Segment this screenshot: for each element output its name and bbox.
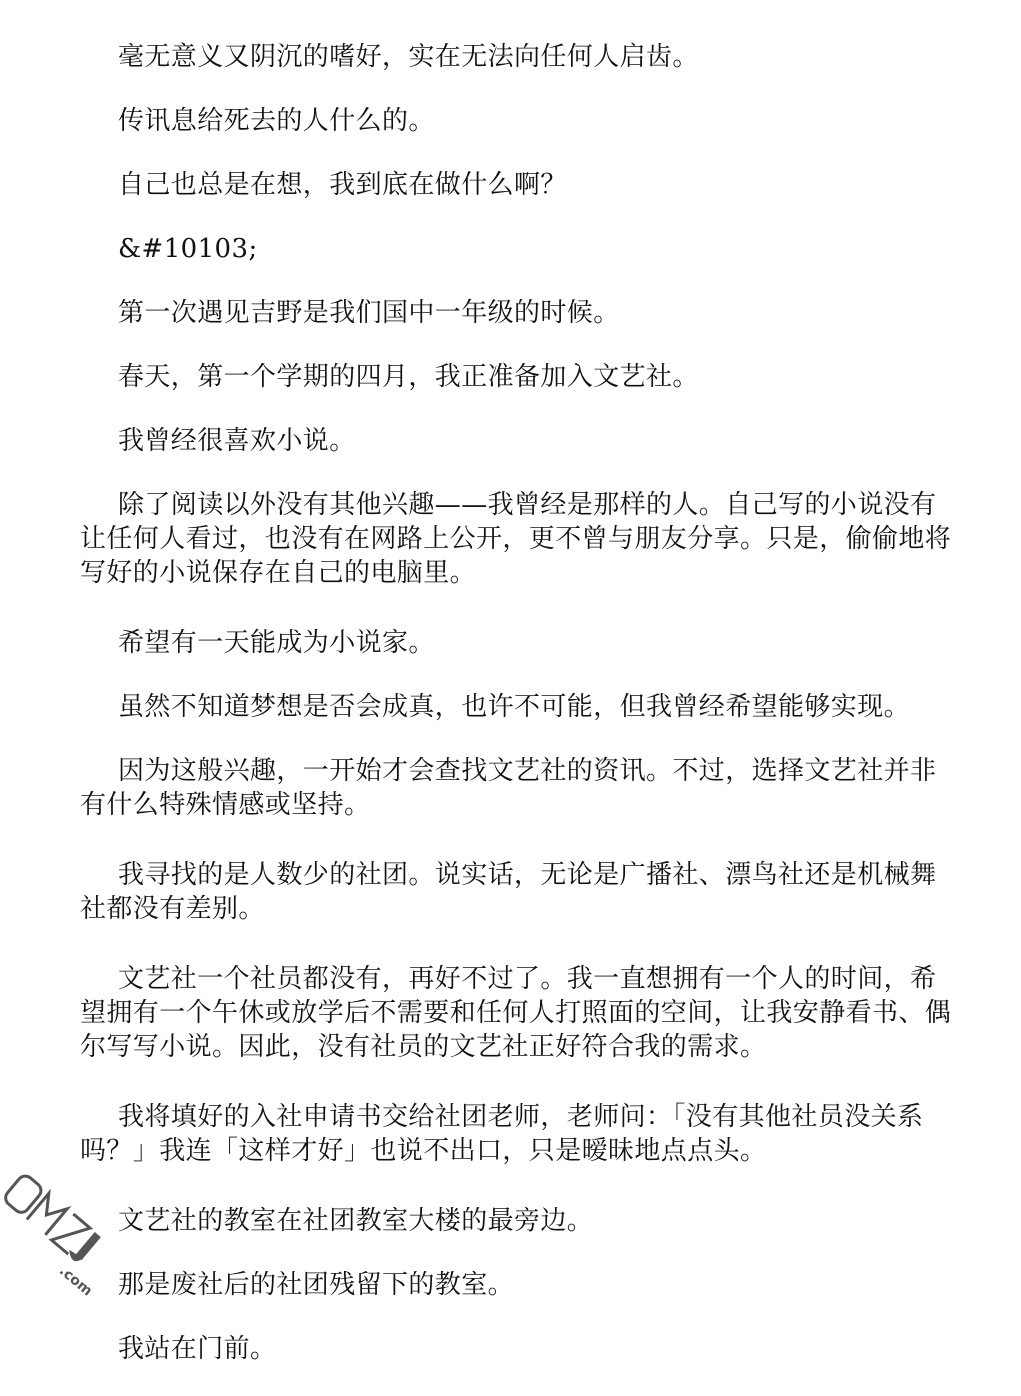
- paragraph-7: 我曾经很喜欢小说。: [118, 426, 356, 456]
- document-body: [80, 40, 952, 1396]
- paragraph-1: 毫无意义又阴沉的嗜好，实在无法向任何人启齿。: [118, 42, 699, 72]
- paragraph-13: 文艺社一个社员都没有，再好不过了。我一直想拥有一个人的时间，希望拥有一个午休或放学后不需要和任何人打照面的空间，让我安静看书、偶尔写写小说。因此，没有社员的文艺社正好符合我的需求。: [80, 964, 952, 1062]
- paragraph-12: 我寻找的是人数少的社团。说实话，无论是广播社、漂鸟社还是机械舞社都没有差别。: [80, 860, 937, 924]
- paragraph-17: 我站在门前。: [118, 1334, 277, 1364]
- paragraph-3: 自己也总是在想，我到底在做什么啊？: [118, 170, 567, 200]
- paragraph-5: 第一次遇见吉野是我们国中一年级的时候。: [118, 298, 620, 328]
- paragraph-2: 传讯息给死去的人什么的。: [118, 106, 435, 136]
- paragraph-10: 虽然不知道梦想是否会成真，也许不可能，但我曾经希望能够实现。: [118, 692, 911, 722]
- paragraph-15: 文艺社的教室在社团教室大楼的最旁边。: [118, 1206, 594, 1236]
- svg-text:.com: .com: [55, 1262, 96, 1300]
- paragraph-11: 因为这般兴趣，一开始才会查找文艺社的资讯。不过，选择文艺社并非有什么特殊情感或坚持。: [80, 756, 937, 820]
- paragraph-9: 希望有一天能成为小说家。: [118, 628, 435, 658]
- section-marker: &#10103;: [118, 234, 258, 264]
- paragraph-14: 我将填好的入社申请书交给社团老师，老师问：「没有其他社员没关系吗？」我连「这样才好」也说不出口，只是暧昧地点点头。: [80, 1102, 924, 1166]
- paragraph-6: 春天，第一个学期的四月，我正准备加入文艺社。: [118, 362, 699, 392]
- paragraph-8: 除了阅读以外没有其他兴趣——我曾经是那样的人。自己写的小说没有让任何人看过，也没有在网路上公开，更不曾与朋友分享。只是，偷偷地将写好的小说保存在自己的电脑里。: [80, 490, 952, 588]
- paragraph-16: 那是废社后的社团残留下的教室。: [118, 1270, 515, 1300]
